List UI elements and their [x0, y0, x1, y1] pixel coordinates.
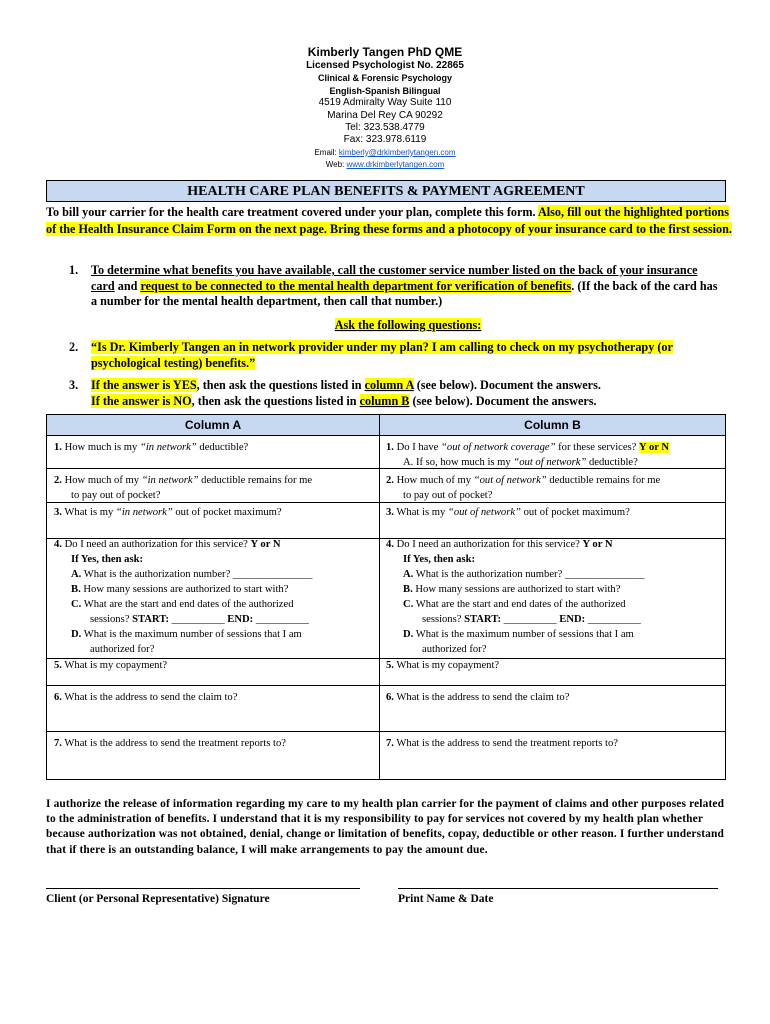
a2-text: How much of my	[64, 475, 142, 486]
a5-text: What is my copayment?	[64, 660, 168, 671]
print-name-date-line[interactable]	[398, 888, 718, 889]
row-divider	[47, 685, 725, 686]
b4-if-yes: If Yes, then ask:	[403, 554, 476, 565]
b4c-text: What are the start and end dates of the authorized	[413, 599, 626, 610]
a4c-start: START:	[132, 614, 170, 625]
step-3	[69, 378, 731, 409]
email-line	[0, 147, 770, 159]
print-name-date-label: Print Name & Date	[398, 893, 494, 905]
column-a-ref: column A	[364, 378, 414, 392]
a3-tail: out of pocket maximum?	[172, 507, 282, 518]
b1-emphasis: “out of network coverage”	[441, 442, 556, 453]
web-line	[0, 159, 770, 171]
intro-paragraph	[46, 204, 736, 237]
a7-text: What is the address to send the treatment reports to?	[64, 738, 286, 749]
a5-number: 5.	[54, 660, 62, 671]
b4c-sessions: sessions?	[422, 614, 465, 625]
languages: English-Spanish Bilingual	[329, 85, 441, 96]
a4-text: Do I need an authorization for this service?	[64, 539, 251, 550]
b4-text: Do I need an authorization for this service?	[396, 539, 583, 550]
step-2-number: 2.	[69, 340, 79, 354]
step-3-yes	[91, 378, 731, 394]
a4c-sessions: sessions?	[90, 614, 133, 625]
ask-questions-text: Ask the following questions:	[334, 318, 482, 332]
email-link[interactable]: kimberly@drkimberlytangen.com	[338, 147, 456, 157]
a4-number: 4.	[54, 539, 62, 550]
a2-tail: deductible remains for me	[198, 475, 313, 486]
a4c-end: END:	[227, 614, 254, 625]
b1a-emphasis: “out of network”	[513, 457, 587, 468]
a-question-2	[54, 473, 312, 503]
a6-number: 6.	[54, 692, 62, 703]
a3-emphasis: “in network”	[115, 507, 173, 518]
b2-tail: deductible remains for me	[546, 475, 661, 486]
b-question-2	[386, 473, 660, 503]
b4c-start: START:	[464, 614, 502, 625]
a2-number: 2.	[54, 475, 62, 486]
b1-text: Do I have	[396, 442, 442, 453]
web-link[interactable]: www.drkimberlytangen.com	[346, 160, 445, 170]
row-divider	[47, 731, 725, 732]
b1a-text: A. If so, how much is my	[403, 457, 514, 468]
no-tail: (see below). Document the answers.	[409, 393, 597, 408]
b4c-letter: C.	[403, 599, 414, 610]
step-3-no	[91, 394, 731, 410]
b4a-letter: A.	[403, 569, 414, 580]
column-divider	[379, 415, 380, 779]
b3-emphasis: “out of network”	[447, 507, 521, 518]
specialty: Clinical & Forensic Psychology	[317, 73, 453, 84]
a-question-3	[54, 505, 282, 520]
b3-number: 3.	[386, 507, 394, 518]
a7-number: 7.	[54, 738, 62, 749]
a2-line-2: to pay out of pocket?	[71, 490, 161, 501]
no-condition: If the answer is NO	[91, 393, 192, 408]
b2-number: 2.	[386, 475, 394, 486]
authorization-statement: I authorize the release of information regarding my care to my health plan carrier for the payment of claims and other purposes related to the administration of benefits. I understand that it is my responsibility to pay for services not covered by my health plan whether because authorization was not obtained, denial, change or limitation of benefits, copay, deductible or other reason. I further understand that if there is an outstanding balance, I will make arrangements to pay the amount due.	[46, 798, 725, 856]
b4b-letter: B.	[403, 584, 413, 595]
step-1-and: and	[114, 278, 141, 293]
a4d-letter: D.	[71, 629, 82, 640]
b-question-1	[386, 440, 726, 470]
b1-yes-no: Y or N	[639, 442, 670, 453]
a4c-text: What are the start and end dates of the authorized	[81, 599, 294, 610]
email-label: Email:	[314, 147, 339, 157]
a3-number: 3.	[54, 507, 62, 518]
b7-text: What is the address to send the treatment reports to?	[396, 738, 618, 749]
step-1-instruction: To determine what benefits you have available, call the customer service number listed on the back of your insurance card	[91, 263, 698, 293]
b3-text: What is my	[396, 507, 448, 518]
a-question-6	[54, 690, 237, 705]
ask-questions-heading	[0, 318, 770, 334]
a4b-letter: B.	[71, 584, 81, 595]
license-number: Licensed Psychologist No. 22865	[306, 60, 464, 71]
step-3-number: 3.	[69, 378, 79, 392]
b4c-end: END:	[559, 614, 586, 625]
a4d-text: What is the maximum number of sessions that I am	[81, 629, 302, 640]
a-question-4	[54, 537, 376, 657]
b-question-5	[386, 658, 499, 673]
telephone: Tel: 323.538.4779	[345, 122, 425, 134]
a-question-7	[54, 736, 286, 751]
b1a-tail: deductible?	[586, 457, 638, 468]
a-question-5	[54, 658, 167, 673]
a4c-start-blank: __________	[169, 614, 228, 625]
a1-tail: deductible?	[196, 442, 249, 453]
signature-label: Client (or Personal Representative) Signature	[46, 893, 270, 905]
a4-if-yes: If Yes, then ask:	[71, 554, 144, 565]
step-1	[69, 263, 721, 310]
b-question-7	[386, 736, 618, 751]
a4c-end-blank: __________	[253, 614, 309, 625]
yes-tail: (see below). Document the answers.	[413, 378, 601, 392]
b4d-line-2: authorized for?	[422, 644, 487, 655]
a1-text: How much is my	[64, 442, 140, 453]
no-text: , then ask the questions listed in	[191, 393, 360, 408]
form-title: HEALTH CARE PLAN BENEFITS & PAYMENT AGREEMENT	[46, 180, 726, 202]
step-1-note: . (If the back of the card has a number for the mental health department, then call that number.)	[91, 278, 718, 309]
b7-number: 7.	[386, 738, 394, 749]
b4a-text: What is the authorization number? _______________	[413, 569, 645, 580]
a1-emphasis: “in network”	[139, 442, 197, 453]
column-b-header: Column B	[380, 415, 725, 436]
yes-condition: If the answer is YES	[91, 378, 197, 392]
b6-text: What is the address to send the claim to?	[396, 692, 570, 703]
b4d-letter: D.	[403, 629, 414, 640]
benefits-question-table	[46, 414, 726, 780]
b4-number: 4.	[386, 539, 394, 550]
b4b-text: How many sessions are authorized to start with?	[412, 584, 621, 595]
a6-text: What is the address to send the claim to?	[64, 692, 238, 703]
b-question-3	[386, 505, 630, 520]
b1-number: 1.	[386, 442, 394, 453]
fax: Fax: 323.978.6119	[343, 134, 427, 146]
practitioner-name: Kimberly Tangen PhD QME	[307, 45, 463, 59]
address-line-2: Marina Del Rey CA 90292	[327, 109, 443, 121]
intro-text: To bill your carrier for the health care treatment covered under your plan, complete this form.	[46, 205, 538, 219]
b5-number: 5.	[386, 660, 394, 671]
b1-tail: for these services?	[555, 442, 640, 453]
intro-highlighted-text: Also, fill out the highlighted portions of the Health Insurance Claim Form on the next page. Bring these forms and a photocopy of your insurance card to the first session.	[46, 205, 732, 236]
b-question-6	[386, 690, 569, 705]
b3-tail: out of pocket maximum?	[520, 507, 630, 518]
a4a-text: What is the authorization number? _______________	[81, 569, 313, 580]
b2-emphasis: “out of network”	[473, 475, 547, 486]
b5-text: What is my copayment?	[396, 660, 500, 671]
a4-yes-no: Y or N	[250, 539, 281, 550]
a2-emphasis: “in network”	[141, 475, 199, 486]
a3-text: What is my	[64, 507, 116, 518]
column-a-header: Column A	[47, 415, 379, 436]
b4c-end-blank: __________	[585, 614, 641, 625]
address-line-1: 4519 Admiralty Way Suite 110	[318, 97, 452, 109]
a1-number: 1.	[54, 442, 62, 453]
a-question-1	[54, 440, 248, 455]
step-2	[69, 340, 731, 371]
a4c-letter: C.	[71, 599, 82, 610]
b2-text: How much of my	[396, 475, 474, 486]
step-1-number: 1.	[69, 263, 79, 277]
a4d-line-2: authorized for?	[90, 644, 155, 655]
a4a-letter: A.	[71, 569, 82, 580]
step-1-request: request to be connected to the mental health department for verification of benefits	[140, 278, 572, 293]
b-question-4	[386, 537, 722, 657]
letterhead	[0, 45, 770, 172]
web-label: Web:	[325, 160, 347, 170]
a4b-text: How many sessions are authorized to start with?	[80, 584, 289, 595]
step-2-script: “Is Dr. Kimberly Tangen an in network provider under my plan? I am calling to check on my psychotherapy (or psychological testing) benefits.”	[91, 340, 673, 370]
yes-text: , then ask the questions listed in	[196, 378, 365, 392]
b2-line-2: to pay out of pocket?	[403, 490, 493, 501]
b6-number: 6.	[386, 692, 394, 703]
signature-line[interactable]	[46, 888, 360, 889]
b4-yes-no: Y or N	[582, 539, 613, 550]
column-b-ref: column B	[359, 393, 410, 408]
b4c-start-blank: __________	[501, 614, 560, 625]
b4d-text: What is the maximum number of sessions that I am	[413, 629, 634, 640]
